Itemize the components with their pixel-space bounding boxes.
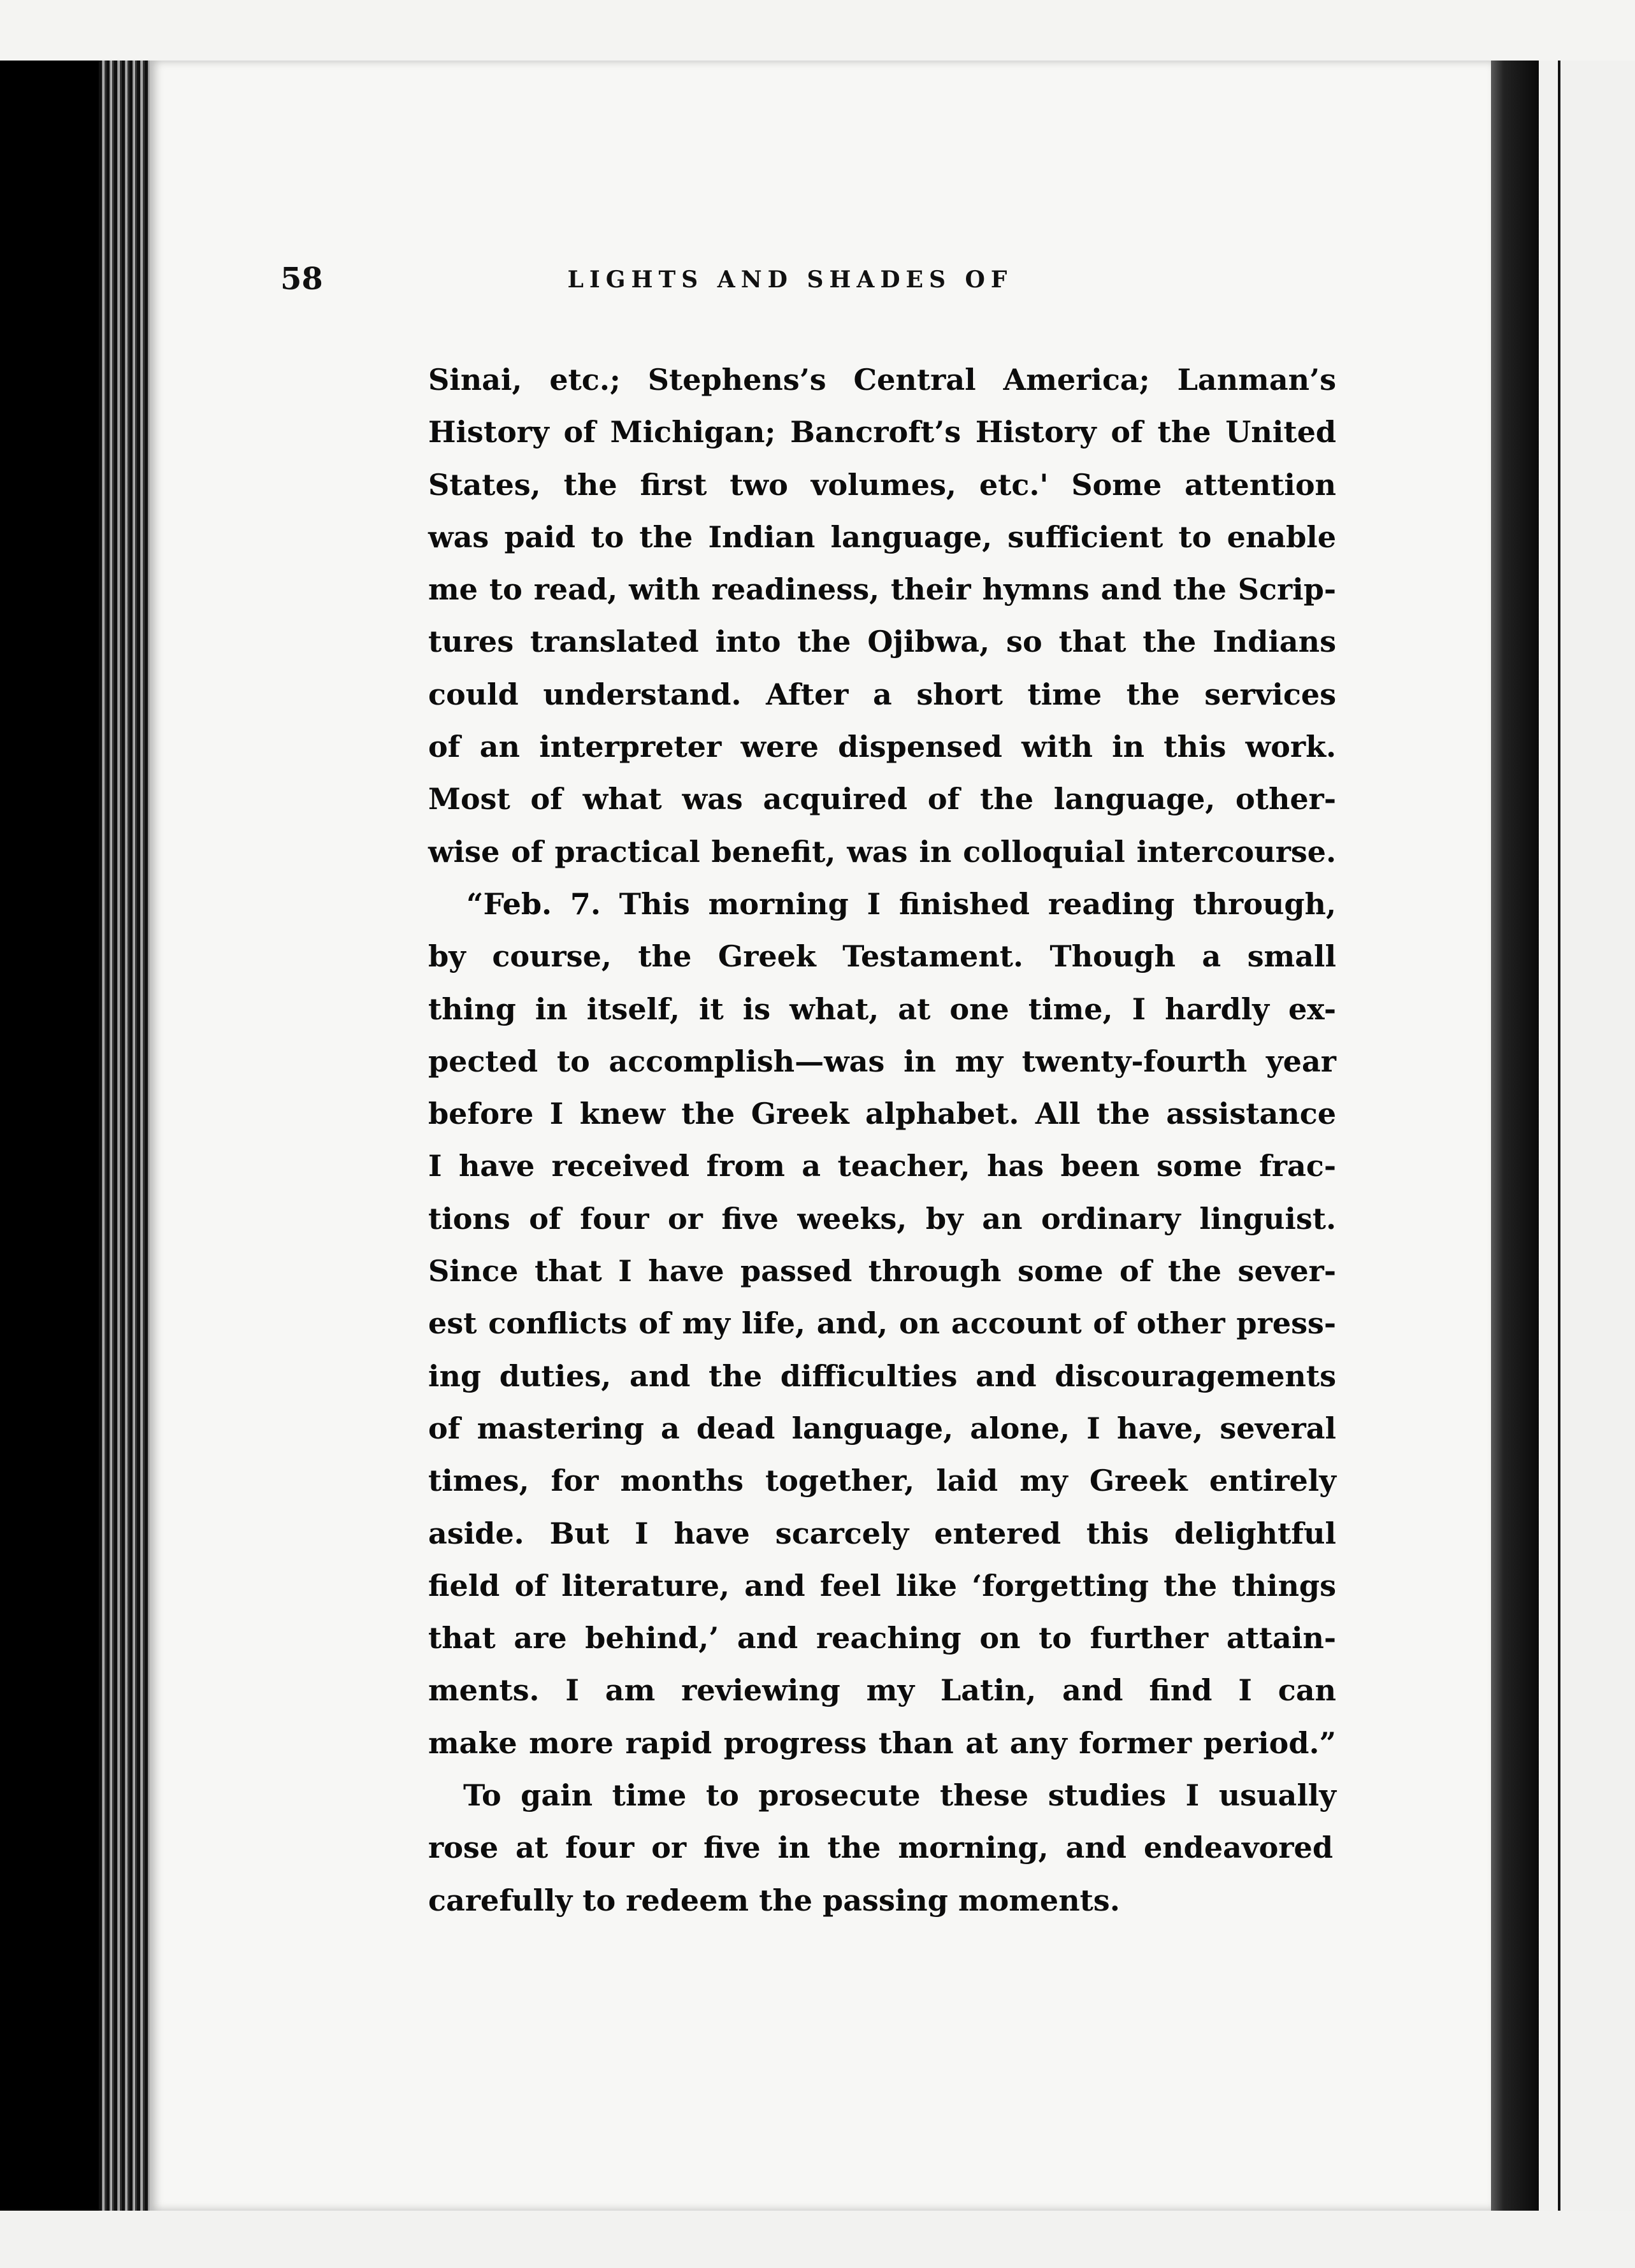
text-line: est conflicts of my life, and, on account of other press-	[428, 1306, 1336, 1341]
text-line: Since that I have passed through some of the sever-	[428, 1254, 1336, 1289]
text-line: aside. But I have scarcely entered this delightful	[428, 1516, 1336, 1551]
text-line: Sinai, etc.; Stephens’s Central America; Lanman’s	[428, 362, 1336, 397]
text-line: pected to accomplish—was in my twenty-fourth year	[428, 1044, 1336, 1079]
text-line: carefully to redeem the passing moments.	[428, 1883, 1120, 1918]
text-line: that are behind,’ and reaching on to further attain-	[428, 1621, 1336, 1656]
text-line: of mastering a dead language, alone, I have, several	[428, 1410, 1336, 1446]
text-line: field of literature, and feel like ‘forgetting the things	[428, 1568, 1336, 1603]
text-line: States, the first two volumes, etc.' Some attention	[428, 467, 1336, 502]
text-line: tures translated into the Ojibwa, so that the Indians	[428, 624, 1336, 659]
text-line: To gain time to prosecute these studies I usually	[463, 1778, 1336, 1813]
text-line: me to read, with readiness, their hymns and the Scrip-	[428, 572, 1336, 607]
text-line: Most of what was acquired of the language, other-	[428, 782, 1336, 817]
text-line: rose at four or five in the morning, and endeavored	[428, 1830, 1333, 1865]
text-line: could understand. After a short time the services	[428, 677, 1336, 712]
page-number: 58	[280, 261, 323, 297]
body-text	[428, 354, 1336, 1927]
text-line: times, for months together, laid my Greek entirely	[428, 1463, 1336, 1498]
scan-top-margin	[0, 0, 1635, 61]
text-line: thing in itself, it is what, at one time, I hardly ex-	[428, 991, 1336, 1026]
text-line: before I knew the Greek alphabet. All the assistance	[428, 1096, 1336, 1131]
facing-page-border	[1558, 61, 1560, 2211]
text-line: tions of four or five weeks, by an ordinary linguist.	[428, 1201, 1336, 1236]
text-line: of an interpreter were dispensed with in this work.	[428, 729, 1336, 764]
book-gutter	[1491, 61, 1539, 2211]
facing-page-edge	[1539, 61, 1635, 2211]
scan-bottom-margin	[0, 2211, 1635, 2268]
text-line: was paid to the Indian language, sufficient to enable	[428, 519, 1336, 554]
text-line: ing duties, and the difficulties and discouragements	[428, 1358, 1336, 1393]
page-edge-stack	[99, 61, 150, 2211]
text-line: I have received from a teacher, has been some frac-	[428, 1149, 1336, 1184]
text-line: make more rapid progress than at any former period.”	[428, 1725, 1336, 1760]
text-line: “Feb. 7. This morning I finished reading through,	[466, 886, 1336, 921]
running-head	[280, 261, 1338, 312]
text-line: History of Michigan; Bancroft’s History of the United	[428, 415, 1336, 450]
text-line: wise of practical benefit, was in colloquial intercourse.	[428, 834, 1336, 869]
text-line: ments. I am reviewing my Latin, and find I can	[428, 1673, 1336, 1708]
running-title: LIGHTS AND SHADES OF	[567, 266, 1013, 293]
text-line: by course, the Greek Testament. Though a small	[428, 939, 1336, 974]
